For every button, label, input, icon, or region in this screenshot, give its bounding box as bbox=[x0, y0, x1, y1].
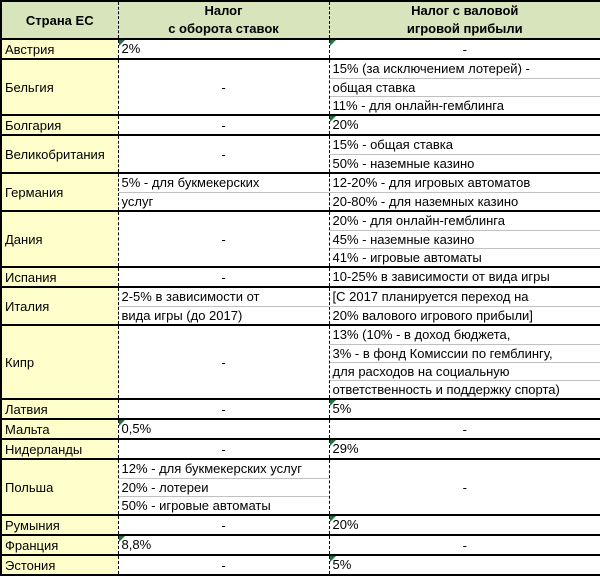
cell-text-line: 20% - лотереи bbox=[119, 478, 329, 496]
gross-tax-cell bbox=[329, 115, 600, 135]
country-cell: Нидерланды bbox=[1, 439, 118, 459]
turnover-tax-cell bbox=[118, 59, 329, 115]
table-row bbox=[1, 135, 600, 173]
cell-text-line: 12-20% - для игровых автоматов bbox=[332, 175, 531, 190]
cell-text-line: 5% bbox=[332, 557, 352, 572]
cell-text-line: 3% - в фонд Комиссии по гемблингу, bbox=[330, 344, 600, 362]
country-cell: Болгария bbox=[1, 115, 118, 135]
turnover-tax-cell bbox=[118, 135, 329, 173]
header-country bbox=[1, 1, 118, 39]
turnover-tax-cell bbox=[118, 39, 329, 59]
header-country-label: Страна ЕС bbox=[25, 12, 94, 28]
dash-value: - bbox=[221, 441, 226, 457]
gross-tax-cell bbox=[329, 59, 600, 115]
dash-value: - bbox=[462, 421, 467, 437]
cell-text-line: 20-80% - для наземных казино bbox=[330, 192, 600, 210]
table-row bbox=[1, 515, 600, 535]
cell-error-marker-icon bbox=[330, 440, 336, 446]
turnover-tax-cell bbox=[118, 173, 329, 211]
dash-value: - bbox=[221, 269, 226, 285]
cell-text-line: 45% - наземные казино bbox=[330, 230, 600, 248]
table-row bbox=[1, 399, 600, 419]
cell-error-marker-icon bbox=[330, 40, 336, 46]
table-row bbox=[1, 419, 600, 439]
gross-tax-cell bbox=[329, 287, 600, 325]
cell-text-line: вида игры (до 2017) bbox=[119, 306, 329, 324]
table-row bbox=[1, 459, 600, 515]
country-cell: Австрия bbox=[1, 39, 118, 59]
country-cell: Великобритания bbox=[1, 135, 118, 173]
gross-tax-cell bbox=[329, 267, 600, 287]
country-cell: Дания bbox=[1, 211, 118, 267]
country-cell: Испания bbox=[1, 267, 118, 287]
gross-tax-cell bbox=[329, 135, 600, 173]
country-cell: Германия bbox=[1, 173, 118, 211]
country-cell: Эстония bbox=[1, 555, 118, 575]
country-cell: Италия bbox=[1, 287, 118, 325]
cell-text-line: 41% - игровые автоматы bbox=[330, 248, 600, 266]
country-cell: Кипр bbox=[1, 325, 118, 399]
cell-text-line: 15% (за исключением лотерей) - bbox=[332, 61, 530, 76]
cell-error-marker-icon bbox=[330, 400, 336, 406]
header-gross-line2: игровой прибыли bbox=[406, 21, 523, 36]
turnover-tax-cell bbox=[118, 439, 329, 459]
country-cell: Бельгия bbox=[1, 59, 118, 115]
country-cell: Латвия bbox=[1, 399, 118, 419]
cell-text-line: 10-25% в зависимости от вида игры bbox=[332, 269, 550, 284]
gross-tax-cell bbox=[329, 535, 600, 555]
turnover-tax-cell bbox=[118, 267, 329, 287]
table-row bbox=[1, 267, 600, 287]
table-row bbox=[1, 535, 600, 555]
cell-text-line: 20% валового игрового прибыли] bbox=[330, 306, 600, 324]
gross-tax-cell bbox=[329, 211, 600, 267]
country-cell: Польша bbox=[1, 459, 118, 515]
gross-tax-cell bbox=[329, 399, 600, 419]
cell-text-line: 11% - для онлайн-гемблинга bbox=[330, 96, 600, 114]
table-row bbox=[1, 211, 600, 267]
table-row bbox=[1, 555, 600, 575]
gross-tax-cell bbox=[329, 555, 600, 575]
table-row bbox=[1, 173, 600, 211]
turnover-tax-cell bbox=[118, 459, 329, 515]
table-header bbox=[1, 1, 600, 39]
table-body bbox=[1, 39, 600, 575]
gross-tax-cell bbox=[329, 459, 600, 515]
dash-value: - bbox=[221, 517, 226, 533]
table-row bbox=[1, 39, 600, 59]
dash-value: - bbox=[221, 79, 226, 95]
turnover-tax-cell bbox=[118, 515, 329, 535]
dash-value: - bbox=[221, 231, 226, 247]
cell-error-marker-icon bbox=[330, 556, 336, 562]
gross-tax-cell bbox=[329, 419, 600, 439]
cell-error-marker-icon bbox=[330, 516, 336, 522]
cell-error-marker-icon bbox=[119, 536, 125, 542]
dash-value: - bbox=[221, 146, 226, 162]
cell-text-line: общая ставка bbox=[330, 78, 600, 96]
country-cell: Франция bbox=[1, 535, 118, 555]
cell-text-line: 2-5% в зависимости от bbox=[121, 289, 260, 304]
dash-value: - bbox=[221, 401, 226, 417]
cell-text-line: [С 2017 планируется переход на bbox=[332, 289, 529, 304]
gross-tax-cell bbox=[329, 439, 600, 459]
turnover-tax-cell bbox=[118, 535, 329, 555]
cell-text-line: 5% bbox=[332, 401, 352, 416]
dash-value: - bbox=[221, 117, 226, 133]
dash-value: - bbox=[462, 537, 467, 553]
cell-text-line: 8,8% bbox=[121, 537, 152, 552]
header-gross-line1: Налог с валовой bbox=[411, 3, 519, 18]
header-turnover-line2: с оборота ставок bbox=[168, 21, 279, 36]
header-gross-tax bbox=[329, 1, 600, 39]
turnover-tax-cell bbox=[118, 115, 329, 135]
cell-error-marker-icon bbox=[330, 116, 336, 122]
table-row bbox=[1, 325, 600, 399]
table-row bbox=[1, 59, 600, 115]
cell-text-line: 20% bbox=[332, 117, 359, 132]
turnover-tax-cell bbox=[118, 555, 329, 575]
cell-text-line: услуг bbox=[119, 192, 329, 210]
cell-text-line: 29% bbox=[332, 441, 359, 456]
cell-error-marker-icon bbox=[119, 420, 125, 426]
cell-text-line: 20% bbox=[332, 517, 359, 532]
cell-text-line: 13% (10% - в доход бюджета, bbox=[332, 327, 511, 342]
turnover-tax-cell bbox=[118, 287, 329, 325]
cell-text-line: для расходов на социальную bbox=[330, 362, 600, 380]
table-row bbox=[1, 287, 600, 325]
turnover-tax-cell bbox=[118, 419, 329, 439]
gross-tax-cell bbox=[329, 325, 600, 399]
header-row bbox=[1, 1, 600, 39]
turnover-tax-cell bbox=[118, 325, 329, 399]
dash-value: - bbox=[462, 41, 467, 57]
cell-text-line: 12% - для букмекерских услуг bbox=[121, 461, 302, 476]
dash-value: - bbox=[221, 557, 226, 573]
dash-value: - bbox=[462, 479, 467, 495]
cell-text-line: 2% bbox=[121, 41, 141, 56]
turnover-tax-cell bbox=[118, 399, 329, 419]
header-turnover-line1: Налог bbox=[204, 3, 243, 18]
cell-text-line: 0,5% bbox=[121, 421, 152, 436]
table-row bbox=[1, 439, 600, 459]
dash-value: - bbox=[221, 354, 226, 370]
country-cell: Румыния bbox=[1, 515, 118, 535]
cell-text-line: 15% - общая ставка bbox=[332, 137, 453, 152]
cell-text-line: 50% - игровые автоматы bbox=[119, 496, 329, 514]
country-cell: Мальта bbox=[1, 419, 118, 439]
header-turnover-tax bbox=[118, 1, 329, 39]
cell-text-line: ответственность и поддержку спорта) bbox=[330, 380, 600, 398]
cell-text-line: 5% - для букмекерских bbox=[121, 175, 260, 190]
turnover-tax-cell bbox=[118, 211, 329, 267]
cell-text-line: 20% - для онлайн-гемблинга bbox=[332, 213, 505, 228]
gross-tax-cell bbox=[329, 515, 600, 535]
gross-tax-cell bbox=[329, 173, 600, 211]
cell-text-line: 50% - наземные казино bbox=[330, 154, 600, 172]
gross-tax-cell bbox=[329, 39, 600, 59]
cell-error-marker-icon bbox=[119, 40, 125, 46]
table-row bbox=[1, 115, 600, 135]
